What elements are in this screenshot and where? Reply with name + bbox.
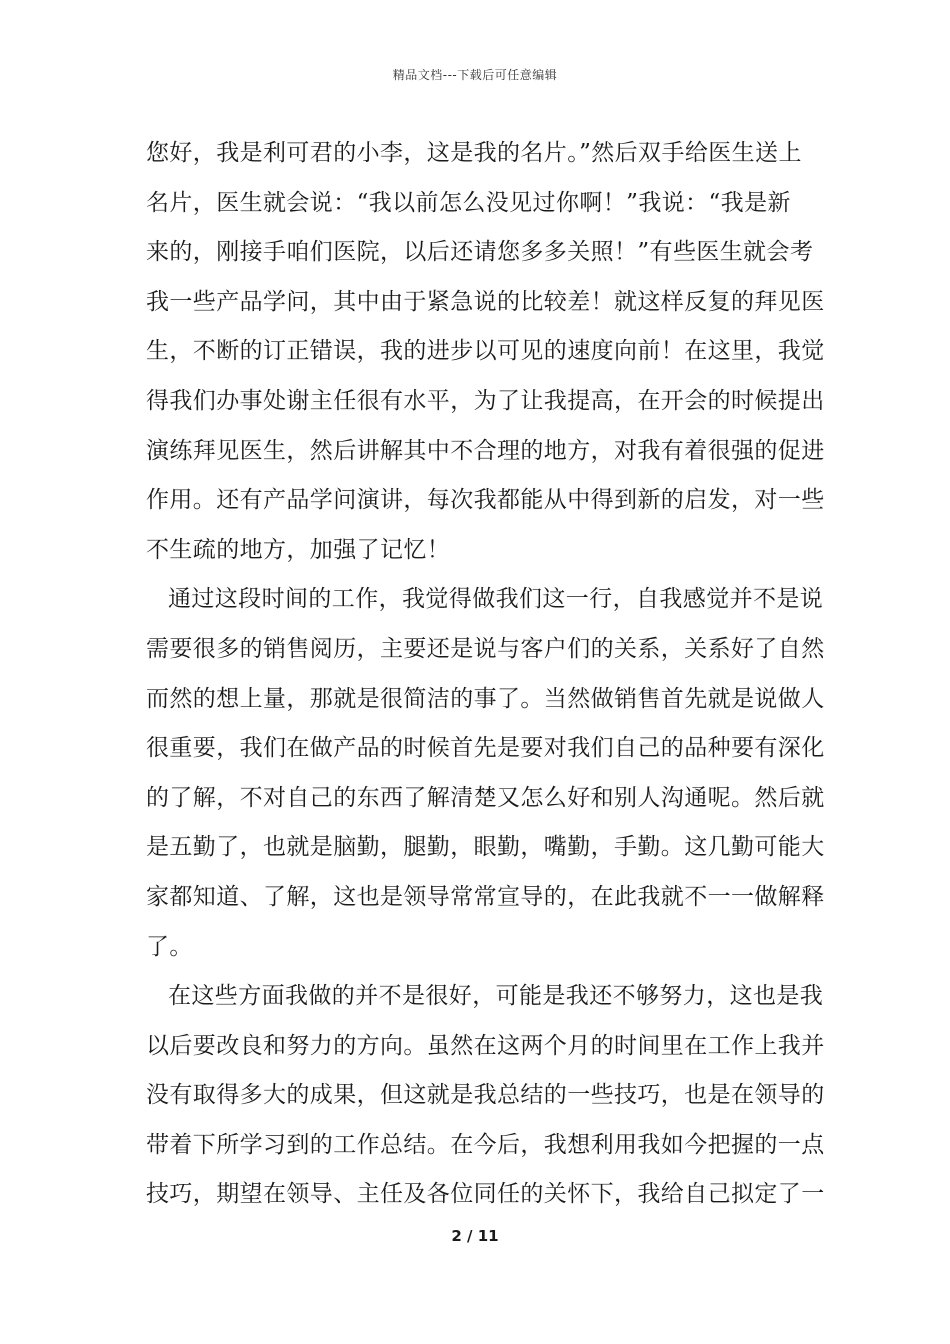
text-line: 没有取得多大的成果，但这就是我总结的一些技巧，也是在领导的 xyxy=(146,1082,825,1109)
paragraph-start-line: 在这些方面我做的并不是很好，可能是我还不够努力，这也是我 xyxy=(168,983,824,1010)
text-line: 作用。还有产品学问演讲，每次我都能从中得到新的启发，对一些 xyxy=(146,487,825,514)
page-number: 2 / 11 xyxy=(451,1227,499,1245)
text-line: 不生疏的地方，加强了记忆！ xyxy=(146,536,451,563)
text-line: 的了解，不对自己的东西了解清楚又怎么好和别人沟通呢。然后就 xyxy=(146,784,825,811)
text-line: 需要很多的销售阅历，主要还是说与客户们的关系，关系好了自然 xyxy=(146,635,825,662)
text-line: 得我们办事处谢主任很有水平，为了让我提高，在开会的时候提出 xyxy=(146,387,825,414)
text-line: 名片，医生就会说：“我以前怎么没见过你啊！”我说：“我是新 xyxy=(146,189,791,216)
text-line: 以后要改良和努力的方向。虽然在这两个月的时间里在工作上我并 xyxy=(146,1032,825,1059)
paragraph-start-line: 通过这段时间的工作，我觉得做我们这一行，自我感觉并不是说 xyxy=(168,586,824,613)
text-line: 家都知道、了解，这也是领导常常宣导的，在此我就不一一做解释 xyxy=(146,883,825,910)
text-line: 我一些产品学问，其中由于紧急说的比较差！就这样反复的拜见医 xyxy=(146,288,825,315)
text-line: 了。 xyxy=(146,933,193,960)
text-line: 演练拜见医生，然后讲解其中不合理的地方，对我有着很强的促进 xyxy=(146,437,825,464)
text-line: 是五勤了，也就是脑勤，腿勤，眼勤，嘴勤，手勤。这几勤可能大 xyxy=(146,834,825,861)
text-line: 您好，我是利可君的小李，这是我的名片。”然后双手给医生送上 xyxy=(146,140,802,166)
page-header: 精品文档---下载后可任意编辑 xyxy=(392,68,558,82)
text-line: 很重要，我们在做产品的时候首先是要对我们自己的品种要有深化 xyxy=(146,735,825,762)
text-line: 带着下所学习到的工作总结。在今后，我想利用我如今把握的一点 xyxy=(146,1131,825,1158)
text-line: 生，不断的订正错误，我的进步以可见的速度向前！在这里，我觉 xyxy=(146,338,825,365)
text-line: 技巧，期望在领导、主任及各位同任的关怀下，我给自己拟定了一 xyxy=(146,1181,825,1208)
document-body xyxy=(146,129,825,1220)
text-line: 来的，刚接手咱们医院，以后还请您多多关照！”有些医生就会考 xyxy=(146,239,814,266)
text-line: 而然的想上量，那就是很简洁的事了。当然做销售首先就是说做人 xyxy=(146,685,825,712)
